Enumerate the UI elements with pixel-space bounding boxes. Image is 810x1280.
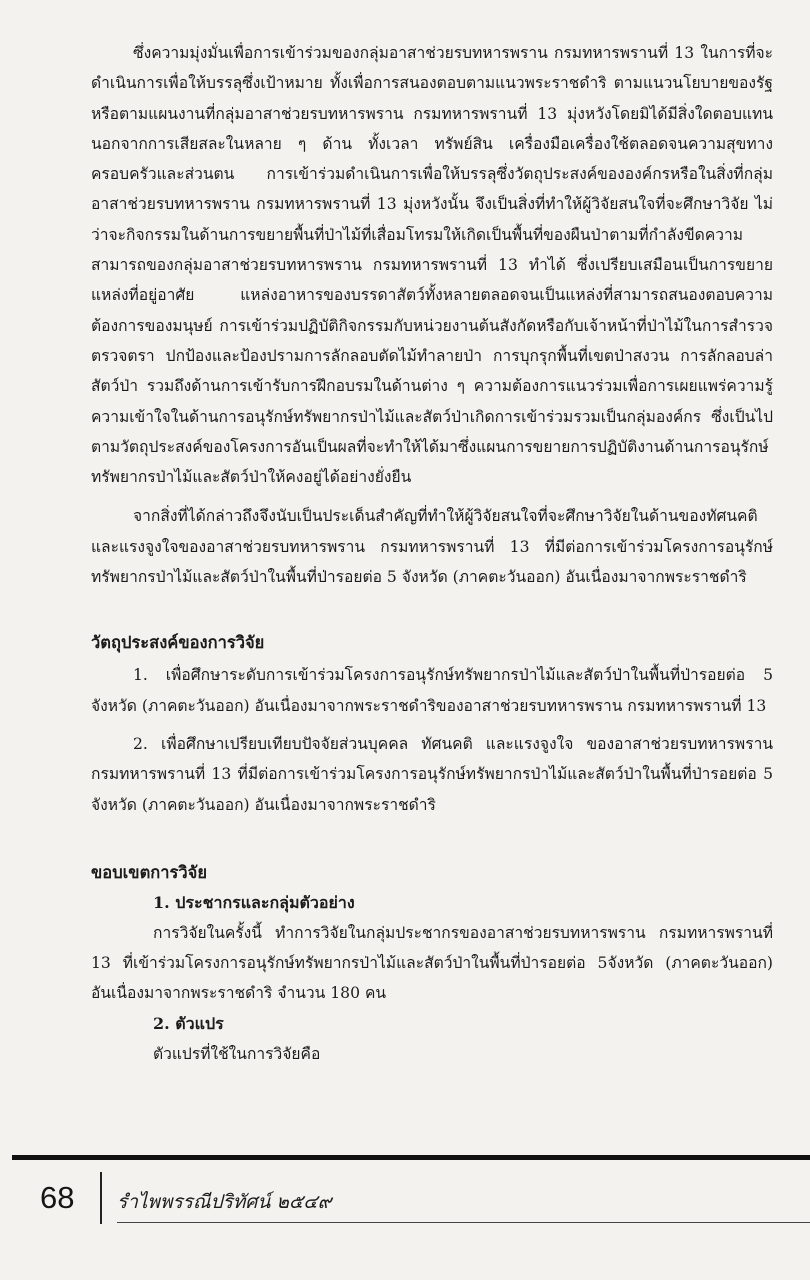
page-content [91, 38, 773, 1069]
scope-heading: ขอบเขตการวิจัย [91, 862, 208, 882]
body-paragraph-2: จากสิ่งที่ได้กล่าวถึงจึงนับเป็นประเด็นสำคัญที่ทำให้ผู้วิจัยสนใจที่จะศึกษาวิจัยในด้านของทัศนคติและแรงจูงใจของอาสาช่วยรบทหารพราน กรมทหารพรานที่ 13 ที่มีต่อการเข้าร่วมโครงการอนุรักษ์ทรัพยากรป่าไม้และสัตว์ป่าในพื้นที่ป่ารอยต่อ 5 จังหวัด (ภาคตะวันออก) อันเนื่องมาจากพระราชดำริ [91, 507, 773, 587]
population-heading: 1. ประชากรและกลุ่มตัวอย่าง [153, 892, 355, 912]
journal-title: รำไพพรรณีปริทัศน์ ๒๕๔๙ [117, 1191, 332, 1213]
footer-thin-rule [117, 1222, 810, 1223]
population-text: การวิจัยในครั้งนี้ ทำการวิจัยในกลุ่มประชากรของอาสาช่วยรบทหารพราน กรมทหารพรานที่ 13 ที่เข้าร่วมโครงการอนุรักษ์ทรัพยากรป่าไม้และสัตว์ป่าในพื้นที่ป่ารอยต่อ 5จังหวัด (ภาคตะวันออก) อันเนื่องมาจากพระราชดำริ จำนวน 180 คน [91, 923, 773, 1003]
footer-thick-rule [12, 1155, 810, 1160]
page-number: 68 [40, 1180, 75, 1215]
objectives-heading: วัตถุประสงค์ของการวิจัย [91, 633, 265, 653]
variables-heading: 2. ตัวแปร [153, 1013, 224, 1033]
objective-item-1: 1. เพื่อศึกษาระดับการเข้าร่วมโครงการอนุรักษ์ทรัพยากรป่าไม้และสัตว์ป่าในพื้นที่ป่ารอยต่อ 5 จังหวัด (ภาคตะวันออก) อันเนื่องมาจากพระราชดำริของอาสาช่วยรบทหารพราน กรมทหารพรานที่ 13 [91, 666, 773, 715]
footer-divider [100, 1172, 102, 1224]
body-paragraph-1: ซึ่งความมุ่งมั่นเพื่อการเข้าร่วมของกลุ่มอาสาช่วยรบทหารพราน กรมทหารพรานที่ 13 ในการที่จะดำเนินการเพื่อให้บรรลุซึ่งเป้าหมาย ทั้งเพื่อการสนองตอบตามแนวพระราชดำริ ตามแนวนโยบายของรัฐ หรือตามแผนงานที่กลุ่มอาสาช่วยรบทหารพราน กรมทหารพรานที่ 13 มุ่งหวังโดยมิได้มีสิ่งใดตอบแทนนอกจากการเสียสละในหลาย ๆ ด้าน ทั้งเวลา ทรัพย์สิน เครื่องมือเครื่องใช้ตลอดจนความสุขทางครอบครัวและส่วนตน การเข้าร่วมดำเนินการเพื่อให้บรรลุซึ่งวัตถุประสงค์ขององค์กรหรือในสิ่งที่กลุ่มอาสาช่วยรบทหารพราน กรมทหารพรานที่ 13 มุ่งหวังนั้น จึงเป็นสิ่งที่ทำให้ผู้วิจัยสนใจที่จะศึกษาวิจัย ไม่ว่าจะกิจกรรมในด้านการขยายพื้นที่ป่าไม้ที่เสื่อมโทรมให้เกิดเป็นพื้นที่ของผืนป่าตามที่กำลังขีดความสามารถของกลุ่มอาสาช่วยรบทหารพราน กรมทหารพรานที่ 13 ทำได้ ซึ่งเปรียบเสมือนเป็นการขยายแหล่งที่อยู่อาศัย แหล่งอาหารของบรรดาสัตว์ทั้งหลายตลอดจนเป็นแหล่งที่สามารถสนองตอบความต้องการของมนุษย์ การเข้าร่วมปฏิบัติกิจกรรมกับหน่วยงานต้นสังกัดหรือกับเจ้าหน้าที่ป่าไม้ในการสำรวจตรวจตรา ปกป้องและป้องปรามการลักลอบตัดไม้ทำลายป่า การบุกรุกพื้นที่เขตป่าสงวน การลักลอบล่าสัตว์ป่า รวมถึงด้านการเข้ารับการฝึกอบรมในด้านต่าง ๆ ความต้องการแนวร่วมเพื่อการเผยแพร่ความรู้ความเข้าใจในด้านการอนุรักษ์ทรัพยากรป่าไม้และสัตว์ป่าเกิดการเข้าร่วมรวมเป็นกลุ่มองค์กร ซึ่งเป็นไปตามวัตถุประสงค์ของโครงการอันเป็นผลที่จะทำให้ได้มาซึ่งแผนการขยายการปฏิบัติงานด้านการอนุรักษ์ทรัพยากรป่าไม้และสัตว์ป่าให้คงอยู่ได้อย่างยั่งยืน [91, 44, 773, 487]
objective-item-2: 2. เพื่อศึกษาเปรียบเทียบปัจจัยส่วนบุคคล ทัศนคติ และแรงจูงใจ ของอาสาช่วยรบทหารพราน กรมทหารพรานที่ 13 ที่มีต่อการเข้าร่วมโครงการอนุรักษ์ทรัพยากรป่าไม้และสัตว์ป่าในพื้นที่ป่ารอยต่อ 5 จังหวัด (ภาคตะวันออก) อันเนื่องมาจากพระราชดำริ [91, 734, 773, 814]
variables-text: ตัวแปรที่ใช้ในการวิจัยคือ [153, 1044, 321, 1063]
